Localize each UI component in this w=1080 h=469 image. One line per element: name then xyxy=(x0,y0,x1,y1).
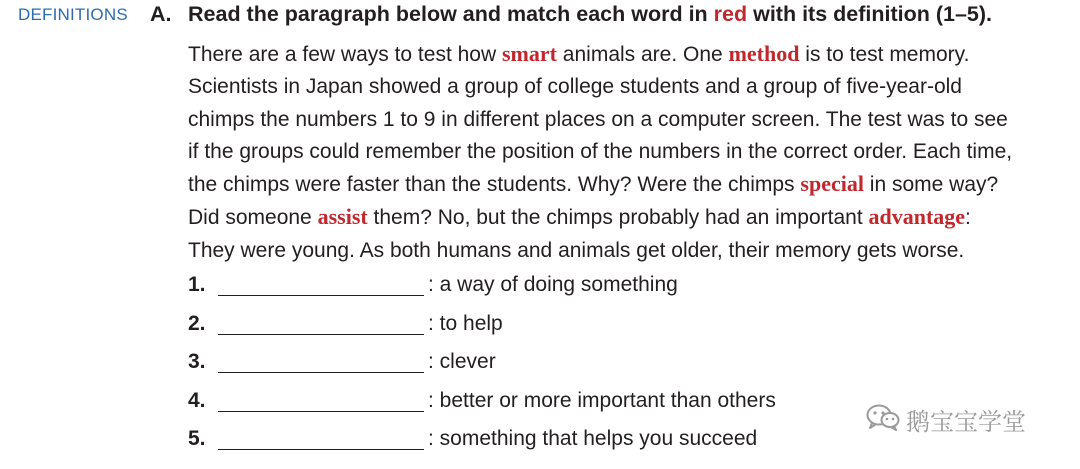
heading-text-end: with its definition (1–5). xyxy=(747,2,993,26)
definition-item xyxy=(188,266,776,305)
paragraph-line-7: They were young. As both humans and animals get older, their memory gets worse. xyxy=(188,238,965,262)
exercise-heading xyxy=(150,2,992,27)
answer-blank[interactable] xyxy=(218,371,424,373)
vocab-word-special: special xyxy=(800,171,864,197)
vocab-word-advantage: advantage xyxy=(868,204,966,230)
definition-text: : a way of doing something xyxy=(428,273,678,297)
text-segment: is to test memory. xyxy=(799,43,970,66)
item-number: 5. xyxy=(188,427,206,451)
exercise-letter: A. xyxy=(150,2,172,26)
paragraph-line-2: Scientists in Japan showed a group of college students and a group of five-year-old xyxy=(188,75,962,99)
wechat-icon xyxy=(866,403,906,437)
text-segment: animals are. One xyxy=(556,43,729,66)
definition-text: : something that helps you succeed xyxy=(428,427,758,451)
answer-blank[interactable] xyxy=(218,410,424,412)
definition-list xyxy=(188,266,776,459)
heading-text-start: Read the paragraph below and match each word in xyxy=(188,2,714,26)
paragraph-line-6 xyxy=(188,201,1068,234)
text-segment: in some way? xyxy=(863,173,999,197)
heading-highlight: red xyxy=(713,2,748,26)
item-number: 2. xyxy=(188,311,206,335)
section-label: DEFINITIONS xyxy=(18,5,128,24)
text-segment: the chimps were faster than the students. Why? Were the chimps xyxy=(188,173,801,197)
answer-blank[interactable] xyxy=(218,294,424,296)
answer-blank[interactable] xyxy=(218,448,424,450)
item-number: 4. xyxy=(188,388,206,412)
watermark xyxy=(866,402,1026,437)
definition-text: : better or more important than others xyxy=(428,388,776,412)
paragraph-line-1 xyxy=(188,38,1068,71)
item-number: 1. xyxy=(188,273,206,297)
paragraph-line-3: chimps the numbers 1 to 9 in different places on a computer screen. The test was to see xyxy=(188,107,1008,131)
definition-item xyxy=(188,420,776,459)
text-segment: Did someone xyxy=(188,206,318,230)
paragraph-line-5 xyxy=(188,168,1068,201)
definition-text: : clever xyxy=(428,350,496,374)
definition-item xyxy=(188,382,776,421)
answer-blank[interactable] xyxy=(218,333,424,335)
watermark-text: 鹅宝宝学堂 xyxy=(906,408,1026,436)
reading-paragraph xyxy=(188,38,1068,267)
text-segment: them? No, but the chimps probably had an important xyxy=(367,206,869,230)
definition-text: : to help xyxy=(428,311,503,335)
vocab-word-smart: smart xyxy=(501,41,557,66)
vocab-word-assist: assist xyxy=(317,204,368,230)
paragraph-line-4: if the groups could remember the position of the numbers in the correct order. Each time, xyxy=(188,139,1013,163)
definition-item xyxy=(188,343,776,382)
definition-item xyxy=(188,305,776,344)
item-number: 3. xyxy=(188,350,206,374)
vocab-word-method: method xyxy=(728,41,800,66)
text-segment: : xyxy=(965,206,971,230)
text-segment: There are a few ways to test how xyxy=(188,43,502,66)
